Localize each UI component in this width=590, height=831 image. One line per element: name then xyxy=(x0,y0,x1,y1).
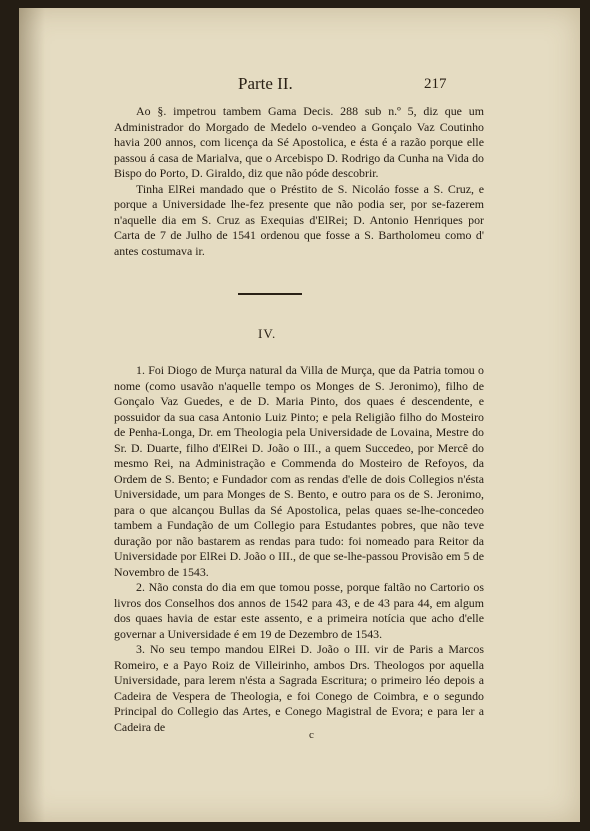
page-header xyxy=(19,74,580,98)
paragraph: 3. No seu tempo mandou ElRei D. João o III. vir de Paris a Marcos Romeiro, e a Payo Roiz de Villeirinho, ambos Drs. Theologos por aquella Universidade, para lerem n'ésta a Sagrada Escritura; o primeiro léo depois a Cadeira de Vespera de Theologia, e foi Conego de Coimbra, e o segundo Principal do Collegio das Artes, e Conego Magistral de Evora; e para ler a Cadeira de xyxy=(114,642,484,734)
running-head: Parte II. xyxy=(238,74,293,93)
section-body xyxy=(114,363,484,735)
section-divider xyxy=(238,293,302,295)
paragraph: Ao §. impetrou tambem Gama Decis. 288 sub n.º 5, diz que um Administrador do Morgado de Medelo o-vendeo a Gonçalo Vaz Coutinho havia 200 annos, com licença da Sé Apostolica, e ésta é a razão porque elle passou á casa de Marialva, que o Arcebispo D. Rodrigo da Cunha na Vida do Bispo do Porto, D. Giraldo, diz que não póde descobrir. xyxy=(114,104,484,180)
paragraph: Tinha ElRei mandado que o Préstito de S. Nicoláo fosse a S. Cruz, e porque a Universidade lhe-fez presente que não podia ser, por se-fazerem n'aquelle dia em S. Cruz as Exequias d'ElRei; D. Antonio Henriques por Carta de 7 de Julho de 1541 ordenou que fosse a S. Bartholomeu como d' antes costumava ir. xyxy=(114,181,484,258)
signature-mark: c xyxy=(309,729,314,741)
book-page xyxy=(19,8,580,822)
page-number: 217 xyxy=(424,76,447,92)
section-heading: IV. xyxy=(258,326,277,341)
passage-continued xyxy=(114,104,484,259)
paragraph: 1. Foi Diogo de Murça natural da Villa de Murça, que da Patria tomou o nome (como usavão n'aquelle tempo os Monges de S. Jeronimo), filho de Gonçalo Vaz Guedes, e de D. Maria Pinto, dos quaes é descendente, e possuidor da sua casa Antonio Luiz Pinto; e pela Religião filho do Mosteiro de Penha-Longa, Dr. em Theologia pela Universidade de Lovaina, Mestre do Sr. D. Duarte, filho d'ElRei D. João o III., a quem Succedeo, por Mercê do mesmo Rei, na Administração e Commenda do Mosteiro de Refoyos, da Ordem de S. Bento; e Fundador com as rendas d'elle de dois Collegios n'ésta Universidade, um para Monges de S. Bento, e outro para os de S. Jeronimo, para o que alcançou Bullas da Sé Apostolica, pelas quaes se-lhe-concedeo tambem a Fundação de um Collegio para Estudantes pobres, que não teve duração por não bastarem as rendas para tudo: foi nomeado para Reitor da Universidade por ElRei D. João o III., de que se-lhe-passou Provisão em 5 de Novembro de 1543. xyxy=(114,363,484,579)
page-edge-shadow xyxy=(19,8,45,822)
paragraph: 2. Não consta do dia em que tomou posse, porque faltão no Cartorio os livros dos Conselhos dos annos de 1542 para 43, e de 43 para 44, em algum dos quaes havia de estar este assento, e a primeira notícia que acho d'elle governar a Universidade é em 19 de Dezembro de 1543. xyxy=(114,580,484,641)
